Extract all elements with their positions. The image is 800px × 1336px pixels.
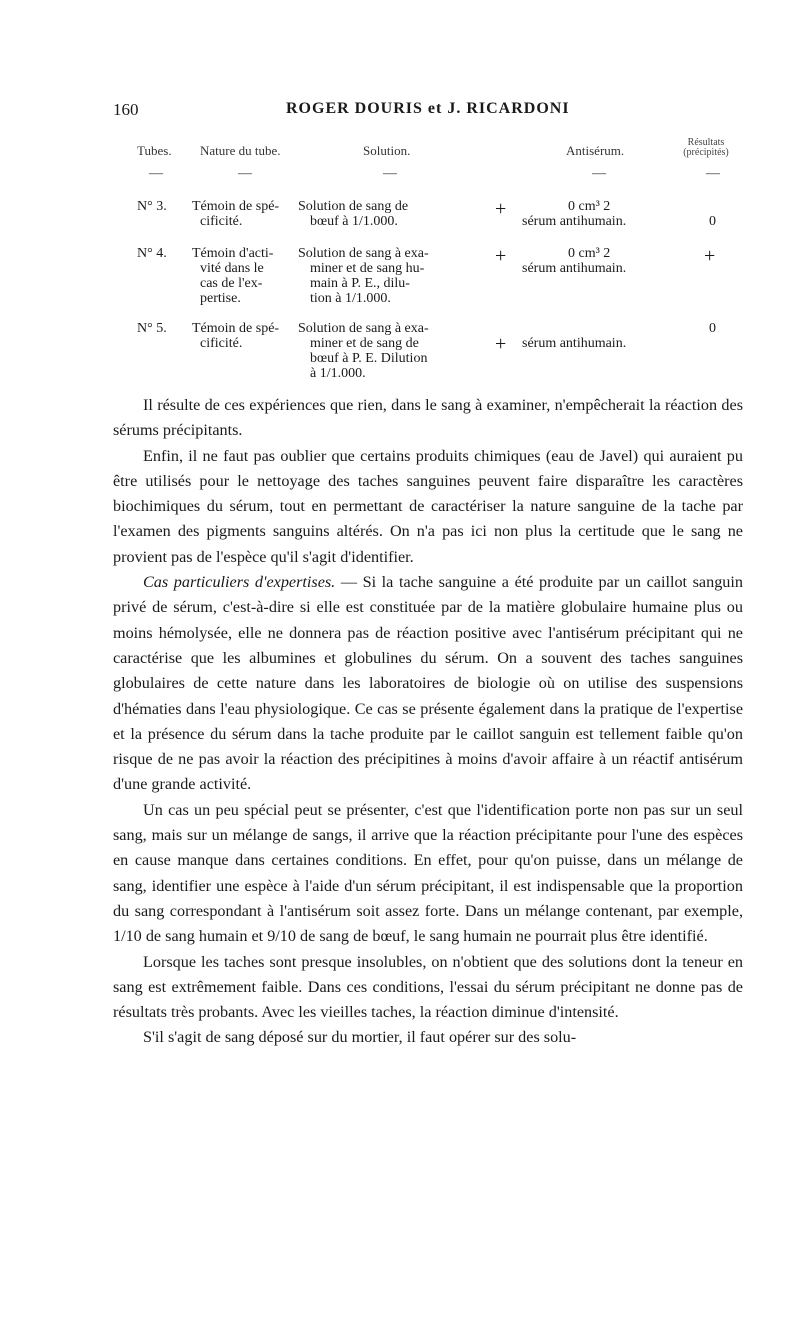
row-solution-line: Solution de sang de	[298, 199, 409, 214]
col-header-antiserum: Antisérum.	[566, 143, 625, 158]
paragraph: S'il s'agit de sang déposé sur du mortier, il faut opérer sur des solu-	[143, 1028, 577, 1047]
paragraph: Il résulte de ces expériences que rien, dans le sang à examiner, n'empêcherait la réaction des sérums précipitants.	[113, 396, 743, 440]
col-header-nature: Nature du tube.	[200, 143, 281, 158]
row-result: +	[704, 245, 716, 267]
row-nature-line: Témoin de spé-	[192, 199, 280, 214]
row-nature-line: cificité.	[200, 214, 243, 229]
row-nature-line: pertise.	[200, 291, 241, 306]
header-rule: —	[238, 166, 252, 181]
paragraph	[113, 570, 743, 798]
row-antiserum-line: sérum antihumain.	[522, 336, 627, 351]
row-solution-line: Solution de sang à exa-	[298, 321, 429, 336]
row-tube: N° 5.	[137, 321, 167, 336]
section-heading: Cas particuliers d'expertises.	[143, 573, 336, 592]
row-solution-line: à 1/1.000.	[310, 366, 366, 381]
row-solution-line: tion à 1/1.000.	[310, 291, 391, 306]
row-antiserum-line: 0 cm³ 2	[568, 199, 611, 214]
row-antiserum-line: 0 cm³ 2	[568, 246, 611, 261]
row-solution-line: miner et de sang de	[310, 336, 419, 351]
running-title: ROGER DOURIS et J. RICARDONI	[286, 100, 570, 117]
row-nature-line: Témoin d'acti-	[192, 246, 274, 261]
row-nature-line: vité dans le	[200, 261, 264, 276]
page-header	[0, 100, 800, 124]
col-header-results-line1: Résultats	[687, 137, 725, 148]
page-number: 160	[113, 100, 139, 119]
col-header-results	[668, 138, 744, 158]
row-solution-line: miner et de sang hu-	[310, 261, 425, 276]
paragraph: Un cas un peu spécial peut se présenter, c'est que l'identification porte non pas sur un seul sang, mais sur un mélange de sangs, il arrive que la réaction précipitante pour l'une des espèces en cause manque dans certaines conditions. En effet, pour qu'on puisse, dans un mélange de sang, identifier une espèce à l'aide d'un sérum précipitant, il est indispensable que la proportion du sang correspondant à l'antisérum soit assez forte. Dans un mélange contenant, par exemple, 1/10 de sang humain et 9/10 de sang de bœuf, le sang humain ne pourrait plus être identifié.	[113, 800, 743, 946]
row-antiserum-line: sérum antihumain.	[522, 214, 627, 229]
header-rule: —	[383, 166, 397, 181]
paragraph: Enfin, il ne faut pas oublier que certains produits chimiques (eau de Javel) qui auraient pu être utilisés pour le nettoyage des taches sanguines peuvent faire disparaître les caractères biochimiques du sérum, tout en permettant de caractériser la nature sanguine de la tache par l'examen des pigments sanguins altérés. On n'a pas ici non plus la certitude que le sang ne provient pas de l'espèce qu'il s'agit d'identifier.	[113, 446, 743, 566]
header-rule: —	[706, 166, 720, 181]
plus-sign: +	[495, 333, 507, 355]
row-solution-line: bœuf à P. E. Dilution	[310, 351, 428, 366]
row-result: 0	[709, 214, 716, 229]
col-header-solution: Solution.	[363, 143, 411, 158]
col-header-tubes: Tubes.	[137, 143, 172, 158]
col-header-results-line2: (précipités)	[683, 147, 729, 158]
paragraph-text: — Si la tache sanguine a été produite par un caillot sanguin privé de sérum, c'est-à-dire si elle est constituée par de la matière globulaire humaine plus ou moins hémolysée, elle ne donnera pas de réaction positive avec l'antisérum précipitant qui ne caractérise que les albumines et globulines du sérum. On a souvent des taches sanguines globulaires de cette nature dans les laboratoires de biologie où on utilise des suspensions d'hématies dans l'eau physiologique. Ce cas se présente également dans la pratique de l'expertise et la présence du sérum dans la tache produite par le caillot sanguin est tellement faible qu'on risque de ne pas avoir la réaction des précipitines à moins d'avoir affaire à un réactif antisérum d'une grande activité.	[113, 573, 743, 794]
row-tube: N° 3.	[137, 199, 167, 214]
row-antiserum-line: sérum antihumain.	[522, 261, 627, 276]
row-tube: N° 4.	[137, 246, 167, 261]
row-nature-line: cas de l'ex-	[200, 276, 263, 291]
row-solution-line: Solution de sang à exa-	[298, 246, 429, 261]
paragraph: Lorsque les taches sont presque insolubles, on n'obtient que des solutions dont la teneur en sang est extrêmement faible. Dans ces conditions, l'essai du sérum précipitant ne donne pas de résultats très probants. Avec les vieilles taches, la réaction diminue d'intensité.	[113, 952, 743, 1022]
row-result: 0	[709, 321, 716, 336]
plus-sign: +	[495, 245, 507, 267]
row-nature-line: cificité.	[200, 336, 243, 351]
header-rule: —	[592, 166, 606, 181]
plus-sign: +	[495, 198, 507, 220]
body-text	[113, 393, 743, 1051]
row-nature-line: Témoin de spé-	[192, 321, 280, 336]
header-rule: —	[149, 166, 163, 181]
row-solution-line: main à P. E., dilu-	[310, 276, 410, 291]
row-solution-line: bœuf à 1/1.000.	[310, 214, 398, 229]
